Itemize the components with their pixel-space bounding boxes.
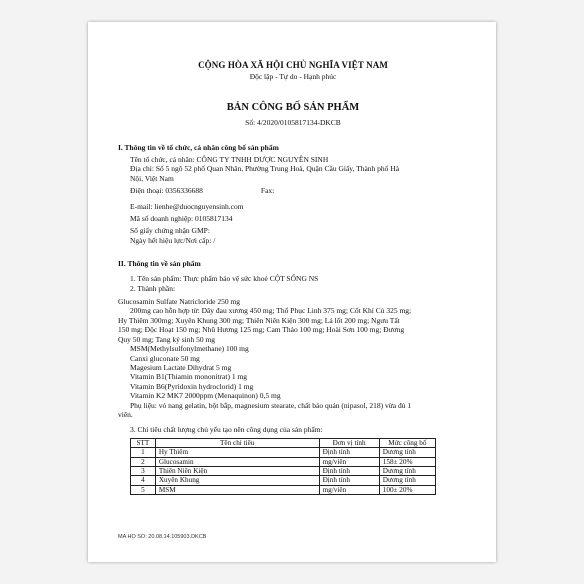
address-line-2: Nội, Việt Nam [130,173,174,183]
table-cell: Thiên Niên Kiện [155,466,319,475]
document-title: BẢN CÔNG BỐ SẢN PHẨM [226,102,360,113]
org-name: Tên tổ chức, cá nhân: CÔNG TY TNHH DƯỢC NGUYÊN SINH [130,155,329,164]
ingredient-line: Magesium Lactate Dihydrat 5 mg [130,362,232,372]
ingredient-line: Canxi gluconate 50 mg [130,353,200,363]
document-page [88,22,496,562]
table-cell: mg/viên [319,457,379,466]
gmp-number: Số giấy chứng nhận GMP: [130,226,210,236]
table-row [131,466,436,475]
address-line-1: Địa chỉ: Số 5 ngõ 52 phố Quan Nhân, Phường Trung Hoà, Quận Cầu Giấy, Thành phố Hà [130,164,400,174]
document-content [118,60,468,495]
table-cell: 2 [131,457,156,466]
organization-info [130,155,468,245]
ingredient-line: Hy Thiêm 300mg; Xuyên Khung 300 mg; Thiên Niên Kiện 300 mg; Lá lốt 200 mg; Ngưu Tất [118,315,400,325]
table-row [131,448,436,457]
table-cell: Định tính [319,466,379,475]
table-cell: 3 [131,466,156,475]
ingredient-line: viên. [118,409,133,419]
section-1-heading: I. Thông tin về tổ chức, cá nhân công bố sản phẩm [118,143,279,152]
ingredient-line: 150 mg; Độc Hoạt 150 mg; Nhũ Hương 125 mg; Cam Thảo 100 mg; Hoài Sơn 100 mg; Đương [118,325,405,335]
table-row [131,476,436,485]
ingredient-line: 200mg cao hỗn hợp từ: Dây đau xương 450 mg; Thổ Phục Linh 375 mg; Cốt Khí Củ 325 mg; [130,306,412,316]
ingredient-line: MSM(Methylsulfonylmethane) 100 mg [130,344,249,354]
table-cell: Dương tính [379,466,435,475]
header-level: Mức công bố [379,438,435,447]
table-cell: Hy Thiêm [155,448,319,457]
business-code: Mã số doanh nghiệp: 0105817134 [130,214,233,224]
table-cell: 4 [131,476,156,485]
ingredient-line: Phụ liệu: vỏ nang gelatin, bột bắp, magnesium stearate, chất bảo quản (nipasol, 218) vừa đủ 1 [130,400,412,410]
ingredient-line: Glucosamin Sulfate Natricloride 250 mg [118,297,241,307]
table-cell: 158± 20% [379,457,435,466]
table-row [131,485,436,494]
composition-label: 2. Thành phần: [130,283,176,293]
header-name: Tên chỉ tiêu [155,438,319,447]
table-cell: Xuyên Khung [155,476,319,485]
table-cell: Định tính [319,448,379,457]
header-unit: Đơn vị tính [319,438,379,447]
table-row [131,457,436,466]
header-stt: STT [131,438,156,447]
contact-row [130,186,468,195]
fax: Fax: [260,186,275,196]
nation-heading: CỘNG HÒA XÃ HỘI CHỦ NGHĨA VIỆT NAM [198,60,388,70]
ingredient-line: Quy 50 mg; Tang ký sinh 50 mg [118,334,216,344]
product-name: 1. Tên sản phẩm: Thực phẩm bảo vệ sức khoẻ CỘT SỐNG NS [130,274,319,284]
table-cell: Dương tính [379,476,435,485]
quality-label: 3. Chỉ tiêu chất lượng chủ yếu tạo nên công dụng của sản phẩm: [130,425,323,435]
email: E-mail: lienhe@duocnguyensinh.com [130,201,244,211]
ingredient-line: Vitamin B1(Thiamin mononitrat) 1 mg [130,372,248,382]
ingredient-list [118,297,468,419]
phone: Điện thoại: 0356336688 [130,186,203,196]
document-number: Số: 4/2020/0105817134-DKCB [245,118,341,127]
expiry-info: Ngày hết hiệu lực/Nơi cấp: / [130,235,216,245]
ingredient-line: Vitamin K2 MK7 2000ppm (Menaquinon) 0,5 mg [130,391,281,401]
table-cell: Dương tính [379,448,435,457]
dossier-code: MA HO SO: 20.08.14.105903.DKCB [118,534,207,540]
table-header-row [131,438,436,447]
table-body [131,448,436,495]
quality-table [130,438,436,495]
table-cell: 5 [131,485,156,494]
table-cell: Định tính [319,476,379,485]
table-cell: 1 [131,448,156,457]
table-cell: 100± 20% [379,485,435,494]
section-2-heading: II. Thông tin về sản phẩm [118,259,201,269]
table-cell: Glucosamin [155,457,319,466]
motto: Độc lập - Tự do - Hạnh phúc [249,72,337,81]
ingredient-line: Vitamin B6(Pyridoxin hydroclorid) 1 mg [130,381,254,391]
table-cell: mg/viên [319,485,379,494]
table-cell: MSM [155,485,319,494]
